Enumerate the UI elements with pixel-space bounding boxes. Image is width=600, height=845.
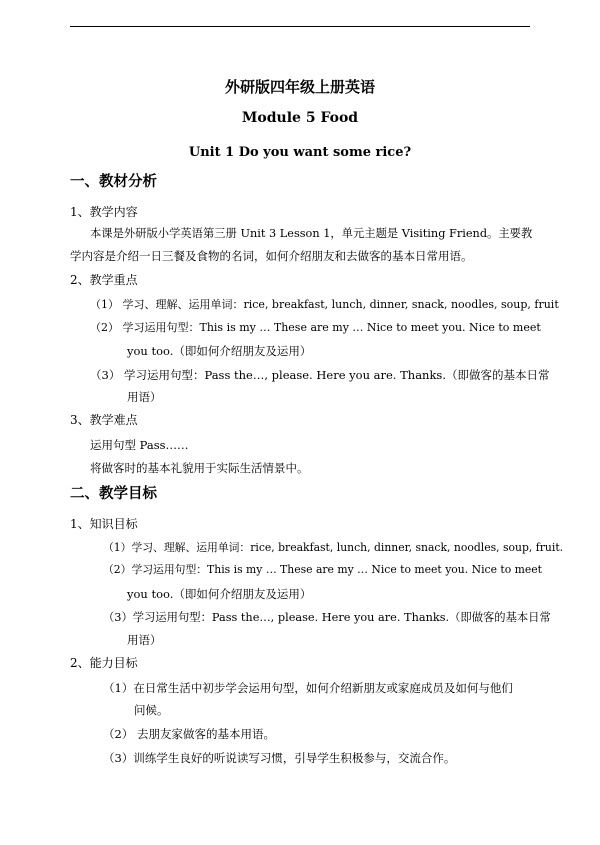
key-point-2: （2） 学习运用句型：This is my … These are my … Nice to meet you. Nice to meet [90,321,541,334]
module-title: Module 5 Food [241,110,359,126]
key-point-2-cont: you too.（即如何介绍朋友及运用） [127,344,312,358]
knowledge-heading: 1、知识目标 [70,517,138,531]
teaching-content-line2: 学内容是介绍一日三餐及食物的名词，如何介绍朋友和去做客的基本日常用语。 [70,249,473,263]
ability-item-1: （1）在日常生活中初步学会运用句型，如何介绍新朋友或家庭成员及如何与他们 [103,681,513,695]
header-rule [70,26,530,27]
difficulty-line2: 将做客时的基本礼貌用于实际生活情景中。 [90,461,309,475]
teaching-content-heading: 1、教学内容 [70,205,138,219]
section1-heading: 一、教材分析 [70,173,157,190]
knowledge-item-3-cont: 用语） [127,633,162,647]
difficulties-heading: 3、教学难点 [70,413,138,427]
key-point-3: （3） 学习运用句型：Pass the…, please. Here you are. Thanks.（即做客的基本日常 [90,368,550,382]
ability-heading: 2、能力目标 [70,656,138,670]
section2-heading: 二、教学目标 [70,485,157,502]
knowledge-item-1: （1）学习、理解、运用单词：rice, breakfast, lunch, dinner, snack, noodles, soup, fruit. [103,541,564,554]
key-points-heading: 2、教学重点 [70,273,138,287]
knowledge-item-2-cont: you too.（即如何介绍朋友及运用） [127,587,312,601]
knowledge-item-2: （2）学习运用句型：This is my … These are my … Nice to meet you. Nice to meet [103,563,543,576]
ability-item-3: （3）训练学生良好的听说读写习惯，引导学生积极参与，交流合作。 [103,751,456,765]
key-point-3-cont: 用语） [127,390,162,404]
knowledge-item-3: （3）学习运用句型：Pass the…, please. Here you are. Thanks.（即做客的基本日常 [103,611,551,624]
ability-item-2: （2） 去朋友家做客的基本用语。 [103,727,275,741]
teaching-content-line1: 本课是外研版小学英语第三册 Unit 3 Lesson 1，单元主题是 Visiting Friend。主要教 [90,227,533,240]
key-point-1: （1） 学习、理解、运用单词：rice, breakfast, lunch, dinner, snack, noodles, soup, fruit [90,298,559,311]
ability-item-1-cont: 问候。 [134,703,169,717]
unit-title: Unit 1 Do you want some rice? [188,145,412,160]
doc-title: 外研版四年级上册英语 [224,78,375,96]
difficulty-line1: 运用句型 Pass…… [90,438,189,452]
